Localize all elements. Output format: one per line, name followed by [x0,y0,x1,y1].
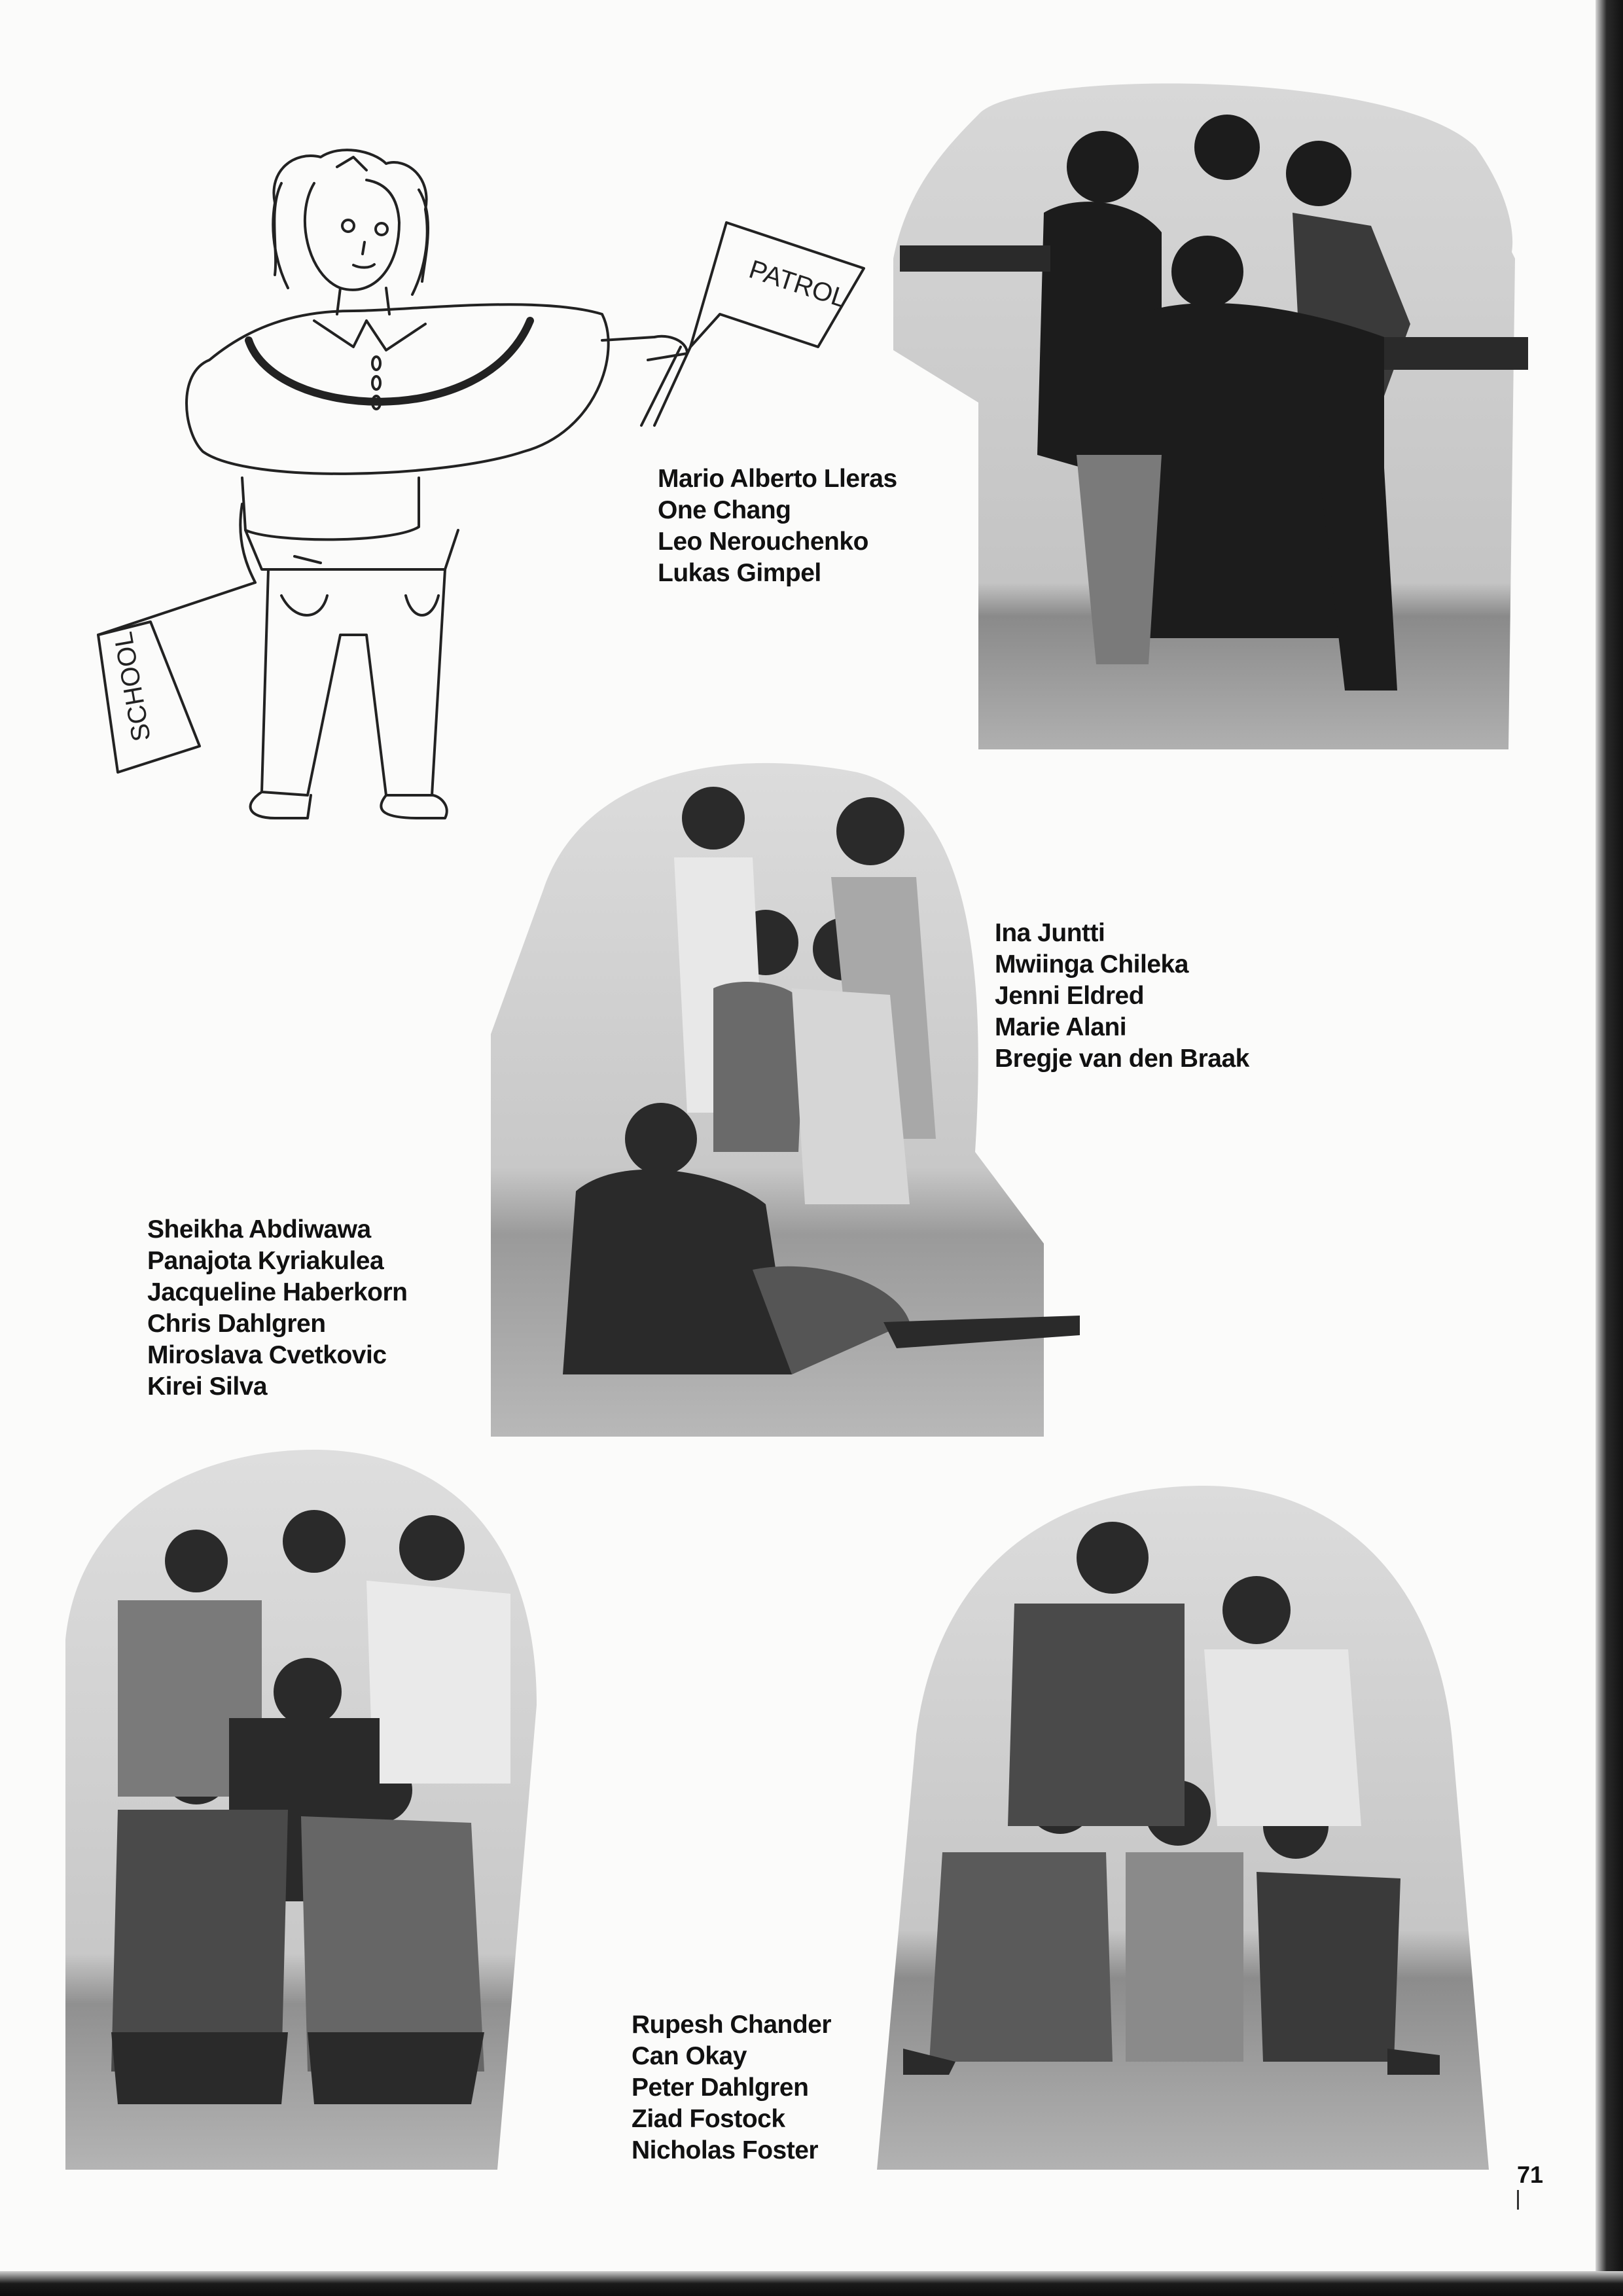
group-photo-1 [887,62,1541,749]
page-number-tick [1517,2190,1519,2210]
group-photo-4 [877,1486,1492,2170]
page-number: 71 [1517,2161,1544,2188]
name-item: Lukas Gimpel [658,559,821,587]
name-item: One Chang [658,496,791,524]
name-item: Kirei Silva [147,1372,268,1401]
name-item: Marie Alani [995,1013,1127,1041]
name-item: Ziad Fostock [632,2105,785,2133]
name-item: Bregje van den Braak [995,1045,1249,1073]
group-photo-3 [65,1443,543,2170]
group-photo-2 [491,746,1109,1437]
page-edge-bottom [0,2271,1623,2296]
name-item: Nicholas Foster [632,2136,819,2164]
flag-top-text: PATROL [745,255,851,314]
name-item: Peter Dahlgren [632,2073,809,2102]
page-edge-right [1596,0,1623,2296]
name-item: Jenni Eldred [995,982,1145,1010]
caption-group-2 [995,918,1249,1075]
flag-bottom-text: SCHOOL [109,630,156,744]
caption-group-4 [632,2009,831,2166]
name-item: Chris Dahlgren [147,1310,326,1338]
caption-group-1 [658,463,897,589]
name-item: Can Okay [632,2042,747,2070]
name-item: Panajota Kyriakulea [147,1247,384,1275]
name-item: Miroslava Cvetkovic [147,1341,387,1369]
name-item: Sheikha Abdiwawa [147,1215,371,1244]
caption-group-3 [147,1214,407,1403]
name-item: Ina Juntti [995,919,1105,947]
name-item: Jacqueline Haberkorn [147,1278,408,1306]
name-item: Rupesh Chander [632,2011,832,2039]
name-item: Mario Alberto Lleras [658,465,897,493]
name-item: Leo Nerouchenko [658,528,868,556]
name-item: Mwiinga Chileka [995,950,1188,978]
